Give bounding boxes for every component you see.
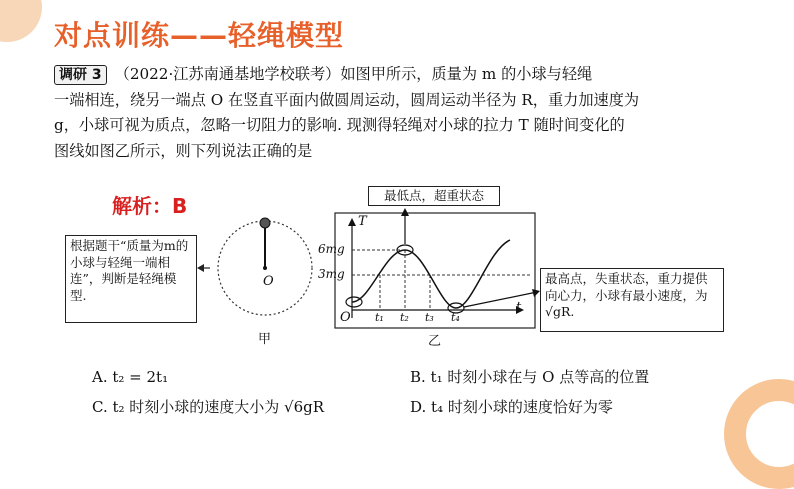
option-b[interactable]: B. t₁ 时刻小球在与 O 点等高的位置 [410,368,650,386]
ball [260,218,270,228]
note-highest-point: 最高点，失重状态，重力提供向心力，小球有最小速度，为√gR. [540,268,724,332]
y-tick-6mg: 6mg [318,242,345,256]
note-left-arrowhead [197,264,204,272]
y-tick-3mg: 3mg [318,267,345,281]
question-line-1-text: （2022·江苏南通基地学校联考）如图甲所示，质量为 m 的小球与轻绳 [114,65,593,83]
figure-label-yi: 乙 [428,334,442,349]
option-a[interactable]: A. t₂ = 2t₁ [92,368,169,386]
x-tick-t1: t₁ [375,311,384,324]
center-label: O [263,274,274,289]
question-line-3: g，小球可视为质点，忽略一切阻力的影响. 现测得轻绳对小球的拉力 T 随时间变化的 [54,116,625,134]
answer-label: 解析：B [112,194,188,218]
figure-label-jia: 甲 [258,332,272,347]
x-tick-t4: t₄ [451,311,460,324]
axis-t-label: T [358,214,367,229]
y-axis-arrowhead [348,218,356,226]
arrow-to-top-note-head [401,208,409,216]
center-point [263,266,267,270]
slide-title: 对点训练——轻绳模型 [54,19,345,52]
option-c[interactable]: C. t₂ 时刻小球的速度大小为 √6gR [92,398,325,416]
origin-label: O [340,310,351,325]
question-line-2: 一端相连，绕另一端点 O 在竖直平面内做圆周运动，圆周运动半径为 R，重力加速度为 [54,90,640,109]
tension-curve [352,240,510,308]
x-tick-t2: t₂ [400,311,409,324]
question-tag: 调研 3 [54,65,107,85]
axis-time-label: t [516,300,522,315]
note-lowest-point: 最低点，超重状态 [368,186,500,206]
question-line-4: 图线如图乙所示，则下列说法正确的是 [54,141,313,160]
graph-frame [335,213,535,328]
arrow-to-right-note-head [532,289,540,297]
x-tick-t3: t₃ [425,311,434,324]
note-light-rope-model: 根据题干“质量为m的小球与轻绳一端相连”，判断是轻绳模型. [65,235,197,323]
option-d[interactable]: D. t₄ 时刻小球的速度恰好为零 [410,398,613,416]
arrow-to-right-note [464,292,537,307]
